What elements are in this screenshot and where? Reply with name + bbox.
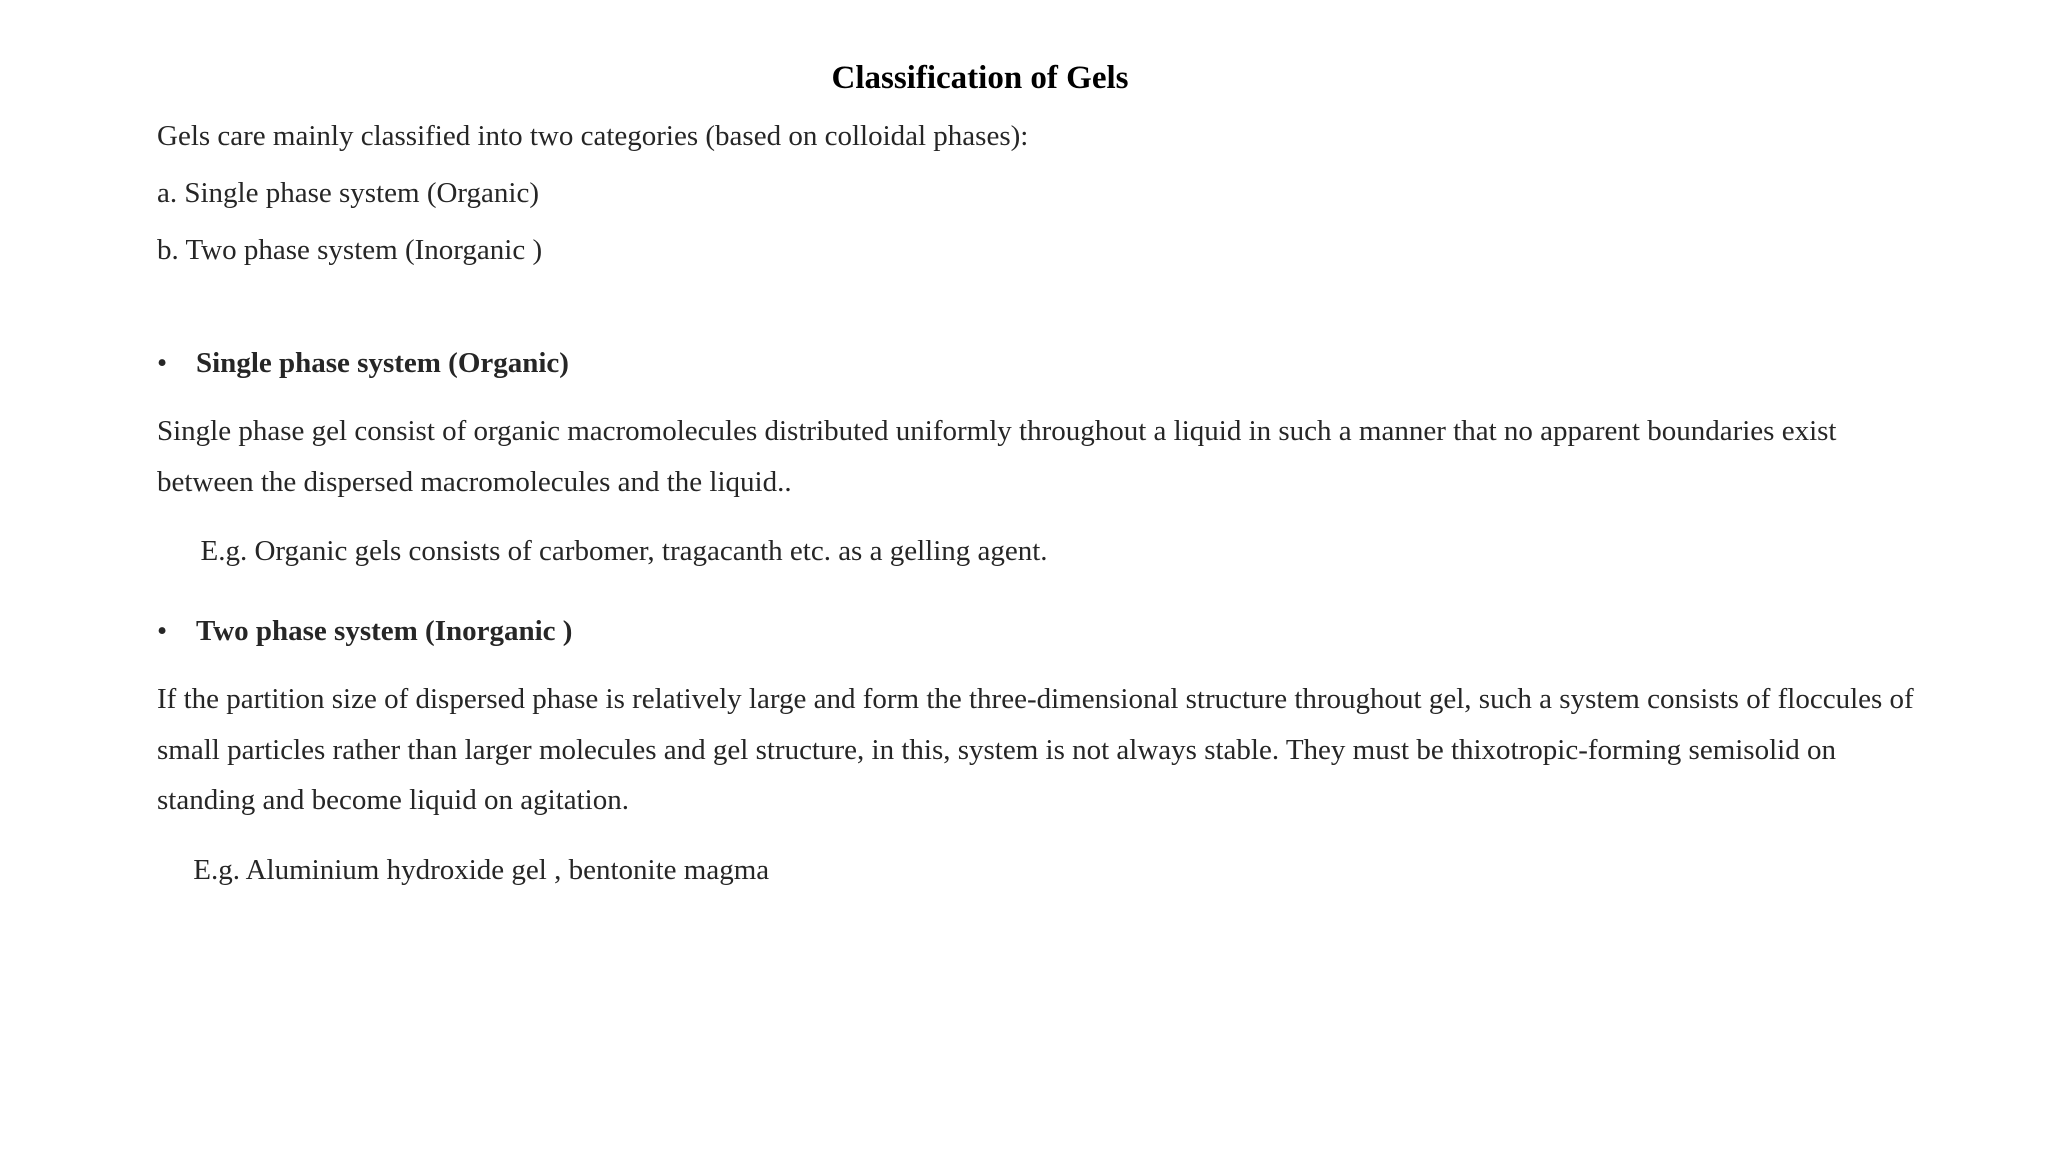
section-heading: Single phase system (Organic) <box>196 347 569 379</box>
section-heading-row <box>157 607 1917 655</box>
category-a: a. Single phase system (Organic) <box>157 177 540 209</box>
section-example: E.g. Organic gels consists of carbomer, tragacanth etc. as a gelling agent. <box>157 535 1048 567</box>
section-two-phase <box>157 607 1917 894</box>
intro-text: Gels care mainly classified into two categories (based on colloidal phases): <box>157 120 1029 152</box>
bullet-icon: • <box>157 615 168 647</box>
slide-title: Classification of Gels <box>831 60 1129 96</box>
category-b: b. Two phase system (Inorganic ) <box>157 234 543 266</box>
section-example: E.g. Aluminium hydroxide gel , bentonite magma <box>157 853 770 886</box>
section-paragraph: If the partition size of dispersed phase is relatively large and form the three-dimensional structure throughout gel, such a system consists of floccules of small particles rather than larger molecules and gel structure, in this, system is not always stable. They must be thixotropic-forming semisolid on standing and become liquid on agitation. <box>157 683 1914 816</box>
intro-block <box>157 108 1917 279</box>
section-paragraph: Single phase gel consist of organic macromolecules distributed uniformly throughout a liquid in such a manner that no apparent boundaries exist between the dispersed macromolecules and the liquid.. <box>157 415 1837 498</box>
section-heading-row <box>157 339 1917 387</box>
section-heading: Two phase system (Inorganic ) <box>196 615 573 647</box>
section-single-phase <box>157 339 1917 575</box>
bullet-icon: • <box>157 347 168 379</box>
